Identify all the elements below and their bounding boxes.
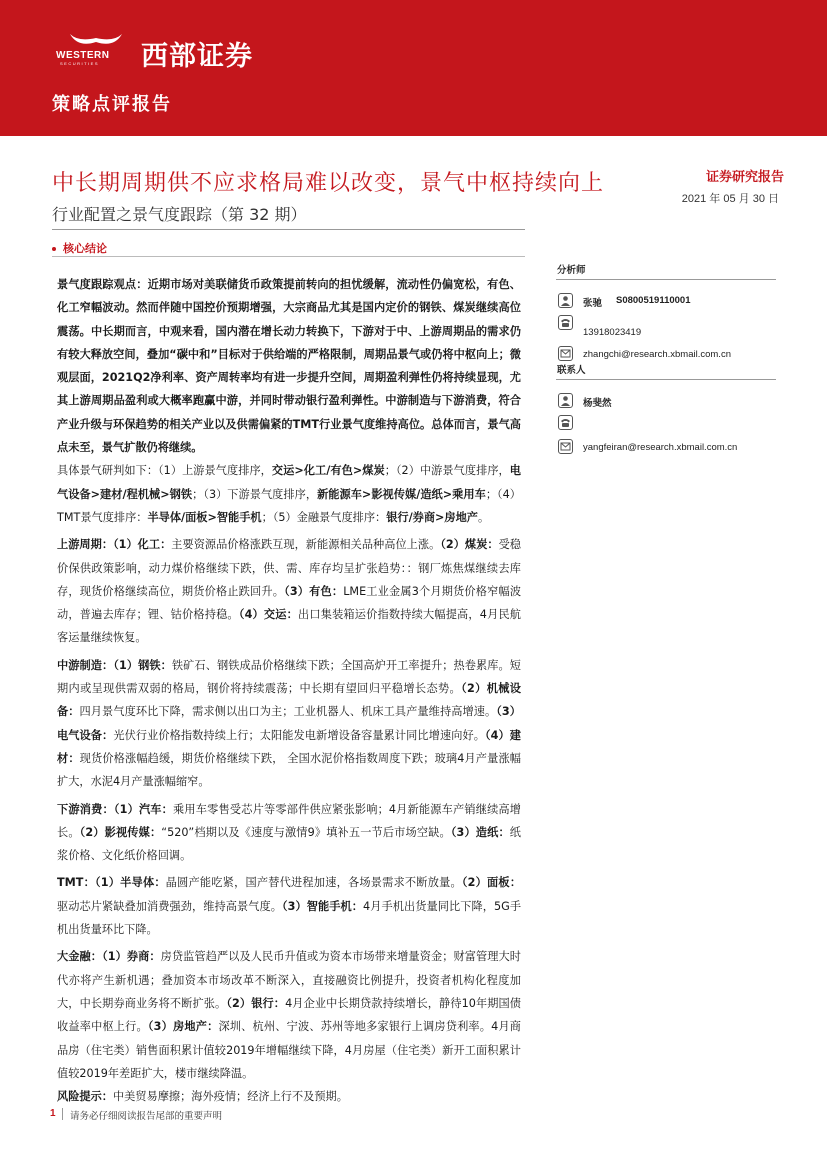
analyst-phone-row	[556, 314, 776, 336]
bull-horns-icon	[68, 30, 124, 50]
downstream-sub-label: （2）影视传媒：	[79, 825, 162, 839]
contact-title: 联系人	[557, 365, 586, 376]
midstream-sub-label: （1）钢铁：	[113, 658, 172, 672]
ranking-upstream: 交运>化工/有色>煤炭	[271, 464, 385, 478]
downstream-sub-label: （3）造纸：	[450, 825, 510, 839]
upstream-label: 上游周期：	[57, 538, 114, 552]
contact-name: 杨斐然	[583, 398, 612, 409]
tmt-text: 4月手机出货量同比下降，5G手机出货量环比下降。	[57, 899, 522, 937]
person-icon	[558, 293, 573, 308]
footer-divider	[62, 1108, 63, 1120]
ranking-downstream: 新能源车>影视传媒/造纸>乘用车	[317, 487, 486, 501]
logo-text: WESTERN	[56, 50, 110, 61]
midstream-sub-label: （4）建材：	[57, 728, 521, 765]
finance-sub-label: （3）房地产：	[147, 1020, 219, 1034]
page-title: 中长期周期供不应求格局难以改变，景气中枢持续向上	[52, 171, 605, 196]
finance-sub-label: （2）银行：	[226, 996, 286, 1010]
report-type: 策略点评报告	[52, 94, 172, 115]
upstream-sub-label: （1）化工：	[113, 538, 172, 552]
page-number: 1	[50, 1108, 56, 1119]
tmt-text: 驱动芯片紧缺叠加消费强劲，维持高景气度。	[57, 899, 283, 913]
bullet-dot-icon	[52, 247, 56, 251]
midstream-label: 中游制造：	[57, 658, 114, 672]
downstream-sub-label: （1）汽车：	[113, 802, 174, 816]
report-date: 2021 年 05 月 30 日	[681, 193, 779, 205]
risk-label: 风险提示：	[57, 1090, 113, 1104]
section-divider	[52, 256, 525, 257]
downstream-text: 乘用车零售受芯片等零部件供应紧张影响；4月新能源车产销继续高增长。	[57, 802, 521, 839]
paragraph-finance	[57, 945, 521, 1085]
body-text	[57, 273, 521, 1108]
email-icon	[558, 439, 573, 454]
analyst-title: 分析师	[557, 265, 586, 276]
finance-sub-label: （1）券商：	[102, 950, 161, 964]
upstream-text: 受稳价保供政策影响，动力煤价格继续下跌，供、需、库存均呈扩张趋势：：钢厂炼焦煤继续去库存，现货价格继续高位，期货价格止跌回升。	[57, 538, 521, 598]
analyst-email[interactable]: zhangchi@research.xbmail.com.cn	[583, 349, 731, 360]
midstream-sub-label: （2）机械设备：	[57, 682, 521, 719]
downstream-text: “520”档期以及《速度与激情9》填补五一节后市场空缺。	[161, 825, 451, 839]
tmt-text: 晶圆产能吃紧，国产替代进程加速，各场景需求不断放量。	[165, 876, 462, 890]
analyst-name-row	[556, 292, 776, 314]
report-tag: 证券研究报告	[705, 170, 784, 185]
paragraph-tmt	[57, 871, 521, 941]
analyst-name: 张驰	[583, 298, 603, 309]
logo-subtext: SECURITIES	[60, 61, 100, 66]
ranking-finance: 银行/券商>房地产	[386, 510, 478, 524]
tmt-sub-label: （2）面板：	[461, 876, 522, 890]
email-icon	[558, 346, 573, 361]
analyst-email-row	[556, 336, 776, 358]
finance-text: 房贷监管趋严以及人民币升值或为资本市场带来增量资金；财富管理大时代亦将产生新机遇；叠加资本市场改革不断深入，直接融资比例提升，投资者机构化程度加大，中长期券商业务将不断扩张。	[57, 950, 521, 1010]
ranking-midstream: 电气设备>建材/程机械>钢铁	[57, 464, 521, 501]
upstream-sub-label: （3）有色：	[284, 584, 344, 598]
footer-notice: 请务必仔细阅读报告尾部的重要声明	[70, 1111, 223, 1122]
phone-icon	[558, 315, 573, 330]
page-subtitle: 行业配置之景气度跟踪（第 32 期）	[52, 205, 307, 224]
downstream-label: 下游消费：	[57, 802, 114, 816]
phone-icon	[558, 415, 573, 430]
ranking-text: 具体景气研判如下：（1）上游景气度排序，	[57, 464, 272, 478]
paragraph-ranking	[57, 459, 521, 529]
midstream-text: 铁矿石、钢铁成品价格继续下跌；全国高炉开工率提升；热卷累库。短期内或呈现供需双弱的格局，钢价将持续震荡；中长期有望回归平稳增长态势。	[57, 658, 521, 696]
analyst-cert: S0800519110001	[616, 295, 691, 306]
downstream-text: 纸浆价格、文化纸价格回调。	[57, 825, 521, 863]
header-banner	[0, 0, 827, 136]
finance-text: 深圳、杭州、宁波、苏州等地多家银行上调房贷利率。4月商品房（住宅类）销售面积累计值较2019年增幅继续下降，4月房屋（住宅类）新开工面积累计值较2019年差距扩大，楼市继续降温。	[57, 1020, 521, 1080]
upstream-text: 出口集装箱运价指数持续大幅提高，4月民航客运量继续恢复。	[57, 608, 521, 645]
midstream-text: 光伏行业价格指数持续上行；太阳能发电新增设备容量累计同比增速向好。	[113, 728, 486, 742]
midstream-text: 现货价格涨幅趋缓，期货价格继续下跌， 全国水泥价格指数周度下跌；玻璃4月产量涨幅扩大，水泥4月产量涨幅缩窄。	[57, 751, 521, 789]
analyst-phone: 13918023419	[583, 327, 642, 338]
tmt-label: TMT：	[57, 876, 95, 890]
paragraph-risk	[57, 1085, 521, 1108]
finance-text: 4月企业中长期贷款持续增长，静待10年期国债收益率中枢上行。	[57, 996, 521, 1034]
contact-name-row	[556, 392, 776, 414]
ranking-text: ；（3）下游景气度排序，	[192, 487, 318, 501]
person-icon	[558, 393, 573, 408]
contact-phone-row	[556, 414, 776, 436]
company-name: 西部证券	[141, 41, 253, 72]
upstream-sub-label: （4）交运：	[238, 608, 298, 622]
finance-label: 大金融：	[57, 950, 103, 964]
ranking-tmt: 半导体/面板>智能手机	[147, 510, 262, 524]
contact-email[interactable]: yangfeiran@research.xbmail.com.cn	[583, 442, 738, 453]
contact-email-row	[556, 436, 776, 458]
paragraph-midstream	[57, 654, 521, 794]
overview-text: 近期市场对美联储货币政策提前转向的担忧缓解，流动性仍偏宽松，有色、化工窄幅波动。然而伴随中国控价预期增强，大宗商品尤其是国内定价的钢铁、煤炭继续高位震荡。中长期而言，中观来看，国内潜在增长动力转换下，下游对于中、上游周期品的需求仍有较大释放空间，叠加“碳中和”目标对于供给端的严格限制，周期品景气或仍将中枢向上；微观层面，2021Q2净利率、资产周转率均有进一步提升空间，周期盈利弹性仍将持续显现，尤其上游周期品盈利或大概率跑赢中游，并同时带动银行盈利弹性。中游制造与下游消费，符合产业升级与环保趋势的相关产业以及供需偏紧的TMT行业景气度维持高位。总体而言，景气高点未至，景气扩散仍将继续。	[57, 278, 521, 455]
section-heading-label: 核心结论	[63, 242, 107, 255]
ranking-text: ；（2）中游景气度排序，	[384, 464, 510, 478]
upstream-text: LME工业金属3个月期货价格窄幅波动，普遍去库存；锂、钴价格持稳。	[57, 584, 522, 622]
ranking-text: ；（4）TMT景气度排序：	[57, 487, 521, 524]
section-heading	[52, 240, 107, 256]
risk-text: 中美贸易摩擦；海外疫情；经济上行不及预期。	[112, 1090, 348, 1104]
ranking-text: 。	[477, 510, 490, 524]
upstream-sub-label: （2）煤炭：	[440, 538, 499, 552]
title-divider	[52, 229, 525, 230]
paragraph-downstream	[57, 798, 521, 868]
overview-label: 景气度跟踪观点：	[57, 278, 148, 291]
paragraph-overview	[57, 273, 521, 459]
sidebar	[556, 262, 776, 458]
upstream-text: 主要资源品价格涨跌互现，新能源相关品种高位上涨。	[171, 538, 441, 552]
ranking-text: ；（5）金融景气度排序：	[261, 510, 387, 524]
midstream-sub-label: （3）电气设备：	[57, 705, 521, 742]
paragraph-upstream	[57, 533, 521, 649]
tmt-sub-label: （1）半导体：	[95, 876, 166, 890]
tmt-sub-label: （3）智能手机：	[282, 899, 364, 913]
midstream-text: 四月景气度环比下降，需求侧以出口为主；工业机器人、机床工具产量维持高增速。	[79, 705, 497, 719]
company-logo	[52, 30, 142, 72]
